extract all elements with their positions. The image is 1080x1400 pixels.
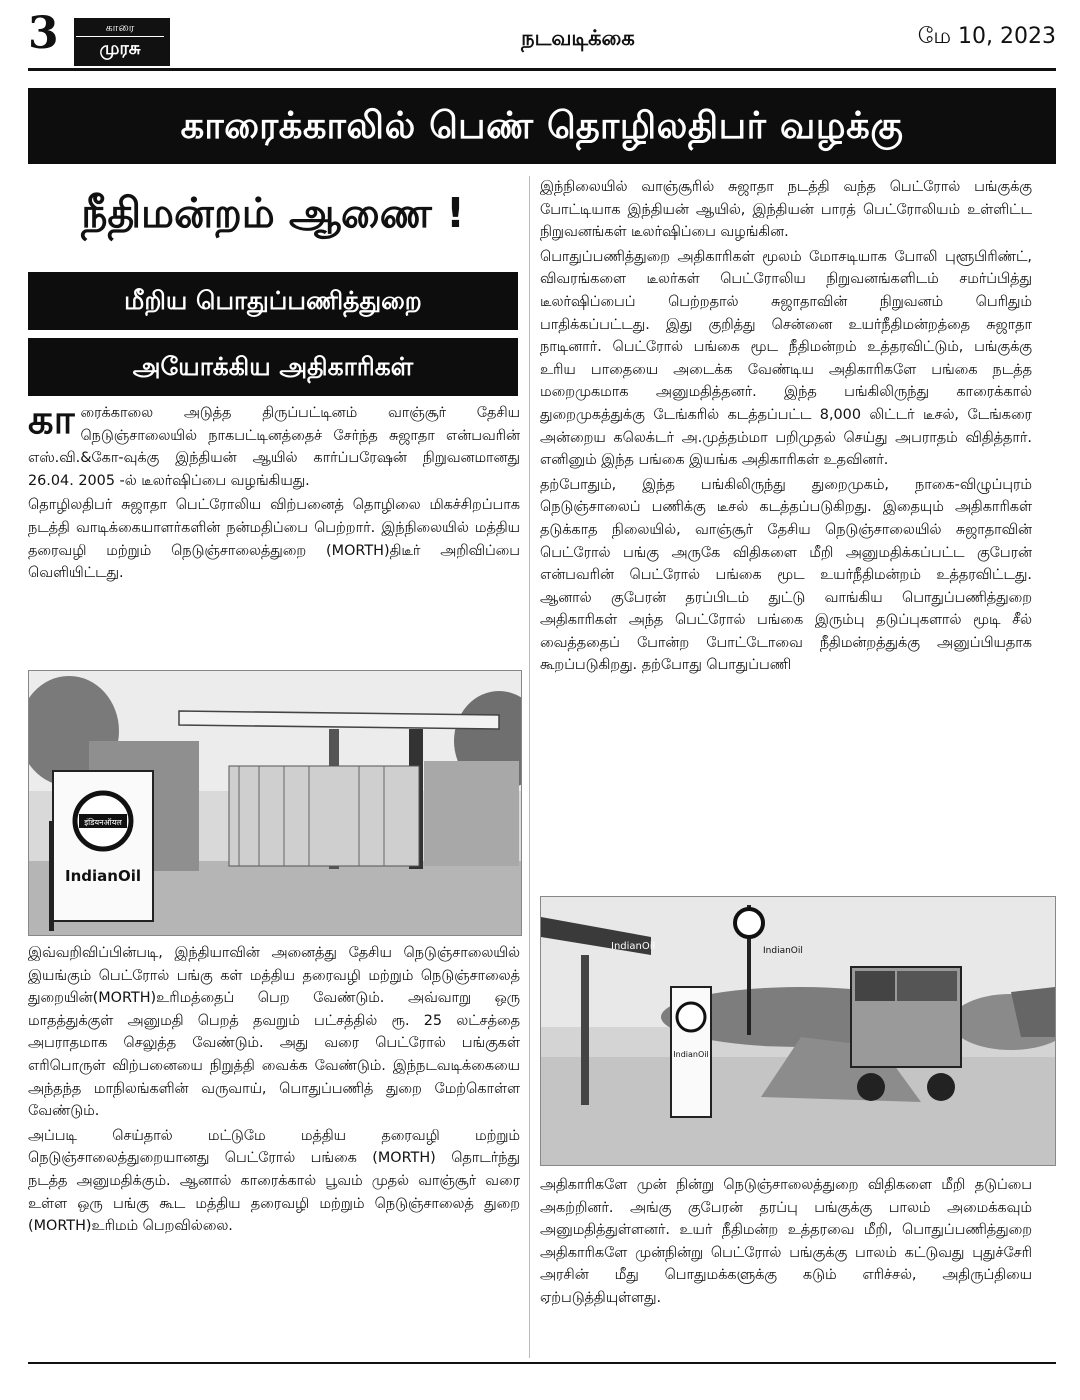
footer-rule [28,1362,1056,1364]
left-column-bottom [28,942,520,1240]
article-paragraph: அதிகாரிகளே முன் நின்று நெடுஞ்சாலைத்துறை விதிகளை மீறி தடுப்பை அகற்றினர். அங்கு குபேரன் தரப்பு பங்குக்கு பாலம் அமைக்கவும் அனுமதித்துள்ளனர். உயர் நீதிமன்ற உத்தரவை மீறி, பொதுப்பணித்துறை அதிகாரிகளே முன்நின்று பெட்ரோல் பங்குக்கு பாலம் கட்டுவது புதுச்சேரி அரசின் மீது பொதுமக்களுக்கு கடும் எரிச்சல், அதிருப்தியை ஏற்படுத்தியுள்ளது. [540,1177,1032,1306]
logo-top-text: காரை [76,20,164,37]
subheadline: நீதிமன்றம் ஆணை ! [81,189,465,237]
main-headline: காரைக்காலில் பெண் தொழிலதிபர் வழக்கு [28,88,1056,164]
left-column-top [28,397,520,587]
drop-cap: கா [28,397,75,443]
article-paragraph: இந்நிலையில் வாஞ்சூரில் சுஜாதா நடத்தி வந்த பெட்ரோல் பங்குக்கு போட்டியாக இந்தியன் ஆயில், இந்தியன் பாரத் பெட்ரோலியம் உள்ளிட்ட நிறுவனங்கள் டீலர்ஷிப்பை வழங்கின. [540,179,1032,241]
column-divider [529,176,530,1358]
photo2-pole-text: IndianOil [763,946,803,956]
photo1-sign-brand-text: IndianOil [65,867,141,885]
page-number: 3 [28,8,59,59]
photo2-sign-text: IndianOil [673,1050,709,1059]
issue-date: மே 10, 2023 [917,24,1056,49]
kicker-2: அயோக்கிய அதிகாரிகள் [28,338,518,396]
article-paragraph: இவ்வறிவிப்பின்படி, இந்தியாவின் அனைத்து தேசிய நெடுஞ்சாலையில் இயங்கும் பெட்ரோல் பங்கு கள் மத்திய தரைவழி மற்றும் நெடுஞ்சாலைத் துறையின்(MORTH)உரிமத்தைப் பெற வேண்டும். அவ்வாறு ஒரு மாதத்துக்குள் அனுமதி பெறத் தவறும் பட்சத்தில் ரூ. 25 லட்சத்தை அபராதமாக செலுத்த வேண்டும். அது வரை பெட்ரோல் பங்குகள் எரிபொருள் விற்பனையை நிறுத்தி வைக்க வேண்டும். இந்நடவடிக்கையை அந்தந்த மாநிலங்களின் வருவாய், பொதுப்பணித் துறை மேற்கொள்ள வேண்டும். [28,945,520,1120]
kicker-1: மீறிய பொதுப்பணித்துறை [28,272,518,330]
article-paragraph [28,397,520,492]
photo2-canopy-text: IndianOil [611,941,656,952]
section-title: நடவடிக்கை [521,26,635,50]
article-paragraph: தொழிலதிபர் சுஜாதா பெட்ரோலிய விற்பனைத் தொழிலை மிகச்சிறப்பாக நடத்தி வாடிக்கையாளர்களின் நன்மதிப்பை பெற்றார். இந்நிலையில் மத்திய தரைவழி மற்றும் நெடுஞ்சாலைத்துறை (MORTH)திடீர் அறிவிப்பை வெளியிட்டது. [28,497,520,582]
article-paragraph: அப்படி செய்தால் மட்டுமே மத்திய தரைவழி மற்றும் நெடுஞ்சாலைத்துறையானது பெட்ரோல் பங்கை (MORTH) தொடர்ந்து நடத்த அனுமதிக்கும். ஆனால் காரைக்கால் பூவம் முதல் வாஞ்சூர் வரை உள்ள ஒரு பங்கு கூட மத்திய தரைவழி மற்றும் நெடுஞ்சாலைத் துறை (MORTH)உரிமம் பெறவில்லை. [28,1127,520,1235]
article-paragraph: பொதுப்பணித்துறை அதிகாரிகள் மூலம் மோசடியாக போலி புளூபிரிண்ட், விவரங்களை டீலர்கள் பெட்ரோலிய நிறுவனங்களிடம் சமர்ப்பித்து டீலர்ஷிப்பைப் பெற்றதால் சுஜாதாவின் நிறுவனம் பெரிதும் பாதிக்கப்பட்டது. இது குறித்து சென்னை உயர்நீதிமன்றத்தை சுஜாதா நாடினார். பெட்ரோல் பங்கை மூட நீதிமன்றம் உத்தரவிட்டும், பங்குக்கு உரிய பாதையை அடைக்க வேண்டிய அதிகாரிகளே பங்கை நடத்த மறைமுகமாக அனுமதித்தனர். இந்த பங்கிலிருந்து காரைக்கால் துறைமுகத்துக்கு டேங்கரில் கடத்தப்பட்ட 8,000 லிட்டர் டீசல், டேங்கரை அன்றைய கலெக்டர் அ.முத்தம்மா பறிமுதல் செய்து அபராதம் விதித்தார். எனினும் இந்த பங்கை இயங்க அதிகாரிகள் உதவினர். [540,248,1032,469]
article-paragraph: தற்போதும், இந்த பங்கிலிருந்து துறைமுகம், நாகை-விழுப்புரம் நெடுஞ்சாலைப் பணிக்கு டீசல் கடத்தப்படுகிறது. இதையும் அதிகாரிகள் தடுக்காத நிலையில், வாஞ்சூர் தேசிய நெடுஞ்சாலையில் சுஜாதாவின் பெட்ரோல் பங்கு அருகே விதிகளை மீறி அனுமதிக்கப்பட்ட குபேரன் என்பவரின் பெட்ரோல் பங்கை மூட உயர்நீதிமன்றம் உத்தரவிட்டது. ஆனால் குபேரன் தரப்பிடம் துட்டு வாங்கிய பொதுப்பணித்துறை அதிகாரிகள் அந்த பெட்ரோல் பங்கை இரும்பு தடுப்புகளால் மூடி சீல் வைத்ததைப் போன்ற போட்டோவை நீதிமன்றத்துக்கு அனுப்பியதாக கூறப்படுகிறது. தற்போது பொதுப்பணி [540,476,1032,674]
photo-closed-petrol-bunk [28,670,522,936]
header-rule [28,68,1056,71]
page-header [28,8,1056,68]
right-column-bottom [540,1174,1032,1312]
newspaper-logo [74,18,170,66]
photo1-sign-hindi-text: इंडियनऑयल [84,818,122,827]
logo-bottom-text: முரசு [99,38,141,59]
right-column-top [540,176,1032,679]
photo-truck-at-petrol-bunk [540,896,1056,1166]
paragraph-text: ரைக்காலை அடுத்த திருப்பட்டினம் வாஞ்சூர் தேசிய நெடுஞ்சாலையில் நாகபட்டினத்தைச் சேர்ந்த சுஜாதா என்பவரின் எஸ்.வி.&கோ-வுக்கு இந்தியன் ஆயில் கார்ப்பரேஷன் நிறுவனமானது 26.04. 2005 -ல் டீலர்ஷிப்பை வழங்கியது. [28,405,520,489]
